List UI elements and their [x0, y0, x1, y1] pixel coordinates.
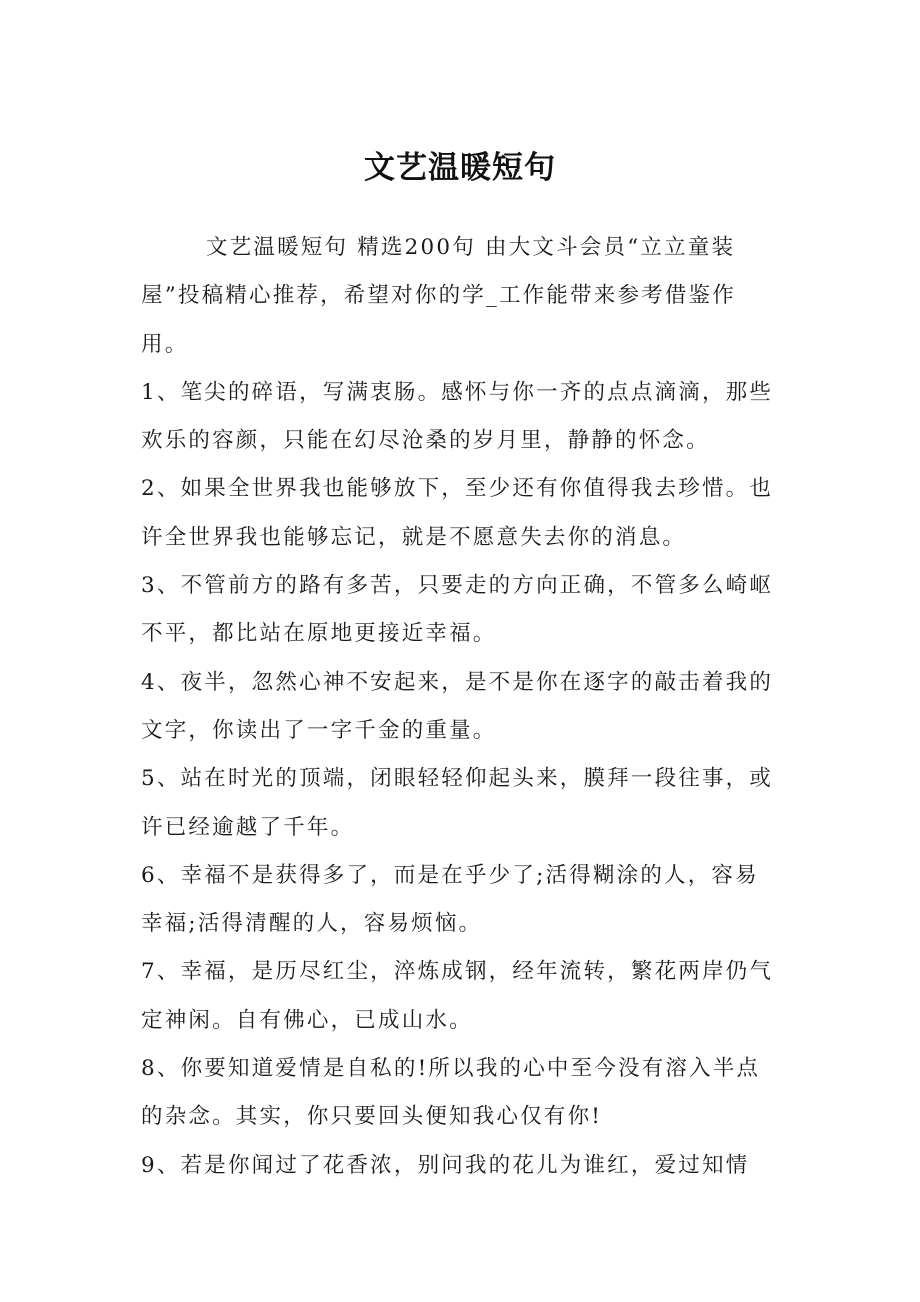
list-item: 1、笔尖的碎语，写满衷肠。感怀与你一齐的点点滴滴，那些欢乐的容颜，只能在幻尽沧桑的岁月里，静静的怀念。 — [141, 379, 774, 454]
document-title: 文艺温暖短句 — [364, 150, 556, 186]
list-item: 8、你要知道爱情是自私的!所以我的心中至今没有溶入半点的杂念。其实，你只要回头便知我心仅有你! — [141, 1056, 761, 1130]
intro-paragraph: 文艺温暖短句 精选200句 由大文斗会员“立立童装屋”投稿精心推荐，希望对你的学_工作能带来参考借鉴作用。 — [141, 235, 736, 357]
list-item: 6、幸福不是获得多了，而是在乎少了;活得糊涂的人，容易幸福;活得清醒的人，容易烦恼。 — [141, 862, 759, 937]
list-item: 3、不管前方的路有多苦，只要走的方向正确，不管多么崎岖不平，都比站在原地更接近幸福。 — [141, 573, 774, 647]
document-body — [141, 224, 781, 1190]
list-item: 5、站在时光的顶端，闭眼轻轻仰起头来，膜拜一段往事，或许已经逾越了千年。 — [141, 766, 774, 840]
list-item: 7、幸福，是历尽红尘，淬炼成钢，经年流转，繁花两岸仍气定神闲。自有佛心，已成山水。 — [141, 959, 774, 1033]
list-item: 2、如果全世界我也能够放下，至少还有你值得我去珍惜。也许全世界我也能够忘记，就是不愿意失去你的消息。 — [141, 476, 774, 550]
list-item: 4、夜半，忽然心神不安起来，是不是你在逐字的敲击着我的文字，你读出了一字千金的重量。 — [141, 669, 774, 743]
list-item: 9、若是你闻过了花香浓，别问我的花儿为谁红，爱过知情 — [141, 1152, 750, 1178]
